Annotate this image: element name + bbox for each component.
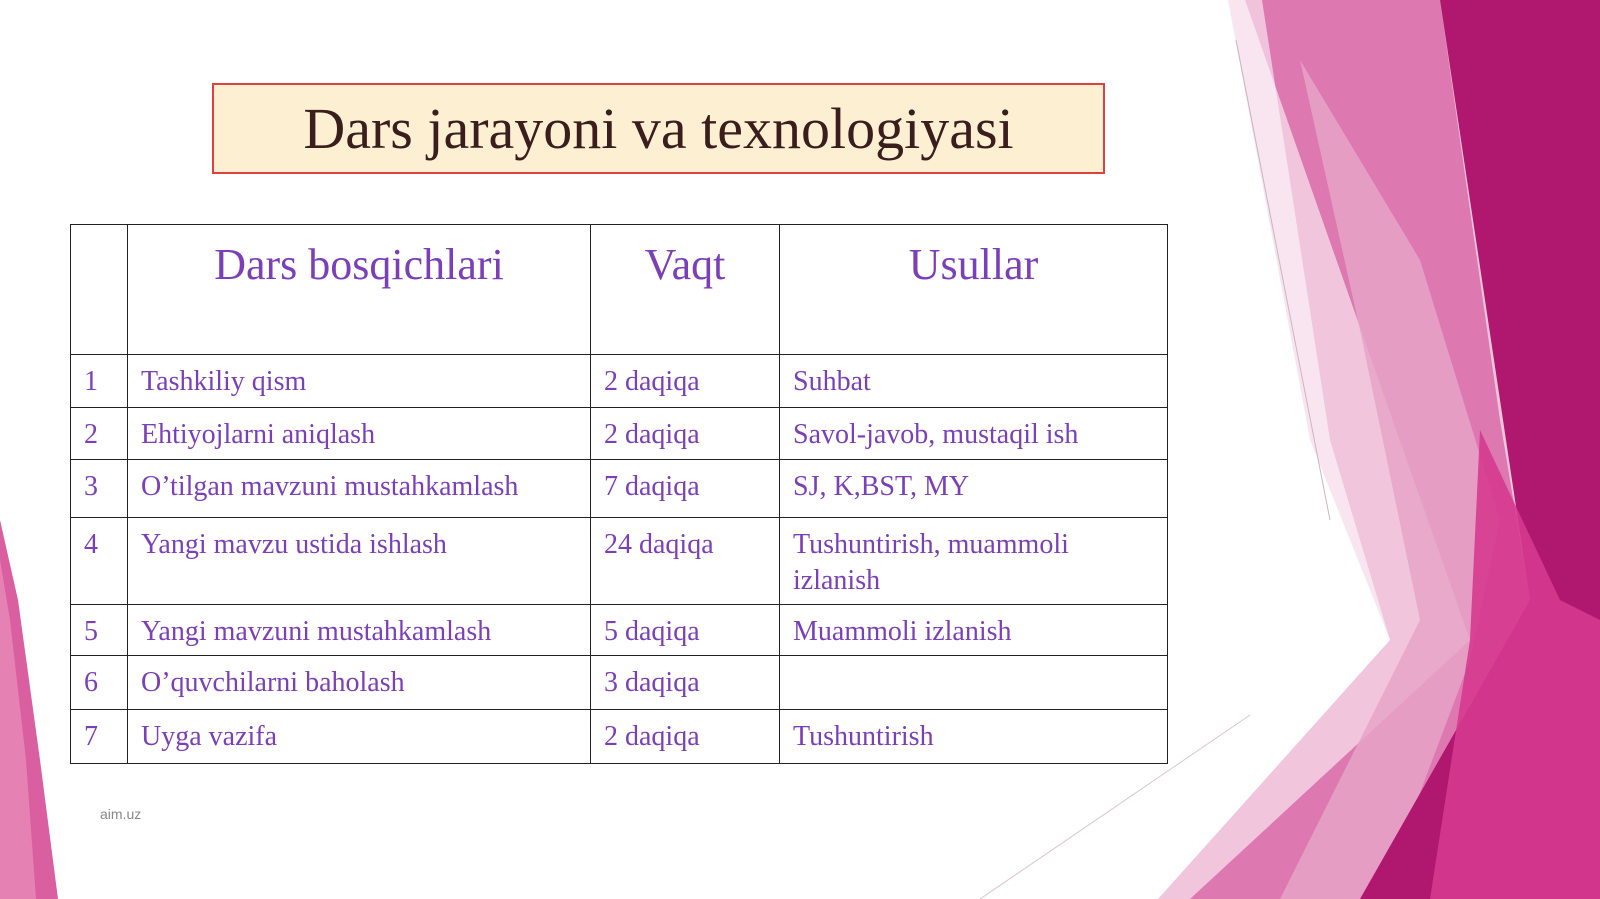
row-number: 5 [71,605,128,656]
row-method: Muammoli izlanish [780,605,1168,656]
row-time: 3 daqiqa [591,656,780,710]
table-header-row [71,225,1168,355]
table-row [71,710,1168,764]
slide-title: Dars jarayoni va texnologiyasi [303,95,1014,161]
row-stage: Yangi mavzu ustida ishlash [128,518,591,605]
table-row [71,408,1168,460]
row-time: 5 daqiqa [591,605,780,656]
row-number: 2 [71,408,128,460]
row-time: 2 daqiqa [591,710,780,764]
row-method: Suhbat [780,355,1168,408]
header-number [71,225,128,355]
row-number: 1 [71,355,128,408]
header-stage: Dars bosqichlari [128,225,591,355]
row-time: 2 daqiqa [591,408,780,460]
row-time: 7 daqiqa [591,460,780,518]
row-stage: O’tilgan mavzuni mustahkamlash [128,460,591,518]
row-number: 6 [71,656,128,710]
row-method [780,656,1168,710]
table-row [71,605,1168,656]
row-time: 24 daqiqa [591,518,780,605]
row-number: 4 [71,518,128,605]
row-method: SJ, K,BST, MY [780,460,1168,518]
table-row [71,518,1168,605]
row-method: Tushuntirish [780,710,1168,764]
row-method: Savol-javob, mustaqil ish [780,408,1168,460]
footer-source: aim.uz [100,806,142,822]
table-row [71,460,1168,518]
table-row [71,355,1168,408]
slide-title-box [212,83,1105,174]
row-stage: Uyga vazifa [128,710,591,764]
row-time: 2 daqiqa [591,355,780,408]
row-number: 3 [71,460,128,518]
header-method: Usullar [780,225,1168,355]
lesson-plan-table [70,224,1168,764]
row-number: 7 [71,710,128,764]
table-row [71,656,1168,710]
row-method: Tushuntirish, muammoli izlanish [780,518,1168,605]
row-stage: Yangi mavzuni mustahkamlash [128,605,591,656]
header-time: Vaqt [591,225,780,355]
row-stage: Tashkiliy qism [128,355,591,408]
row-stage: Ehtiyojlarni aniqlash [128,408,591,460]
row-stage: O’quvchilarni baholash [128,656,591,710]
